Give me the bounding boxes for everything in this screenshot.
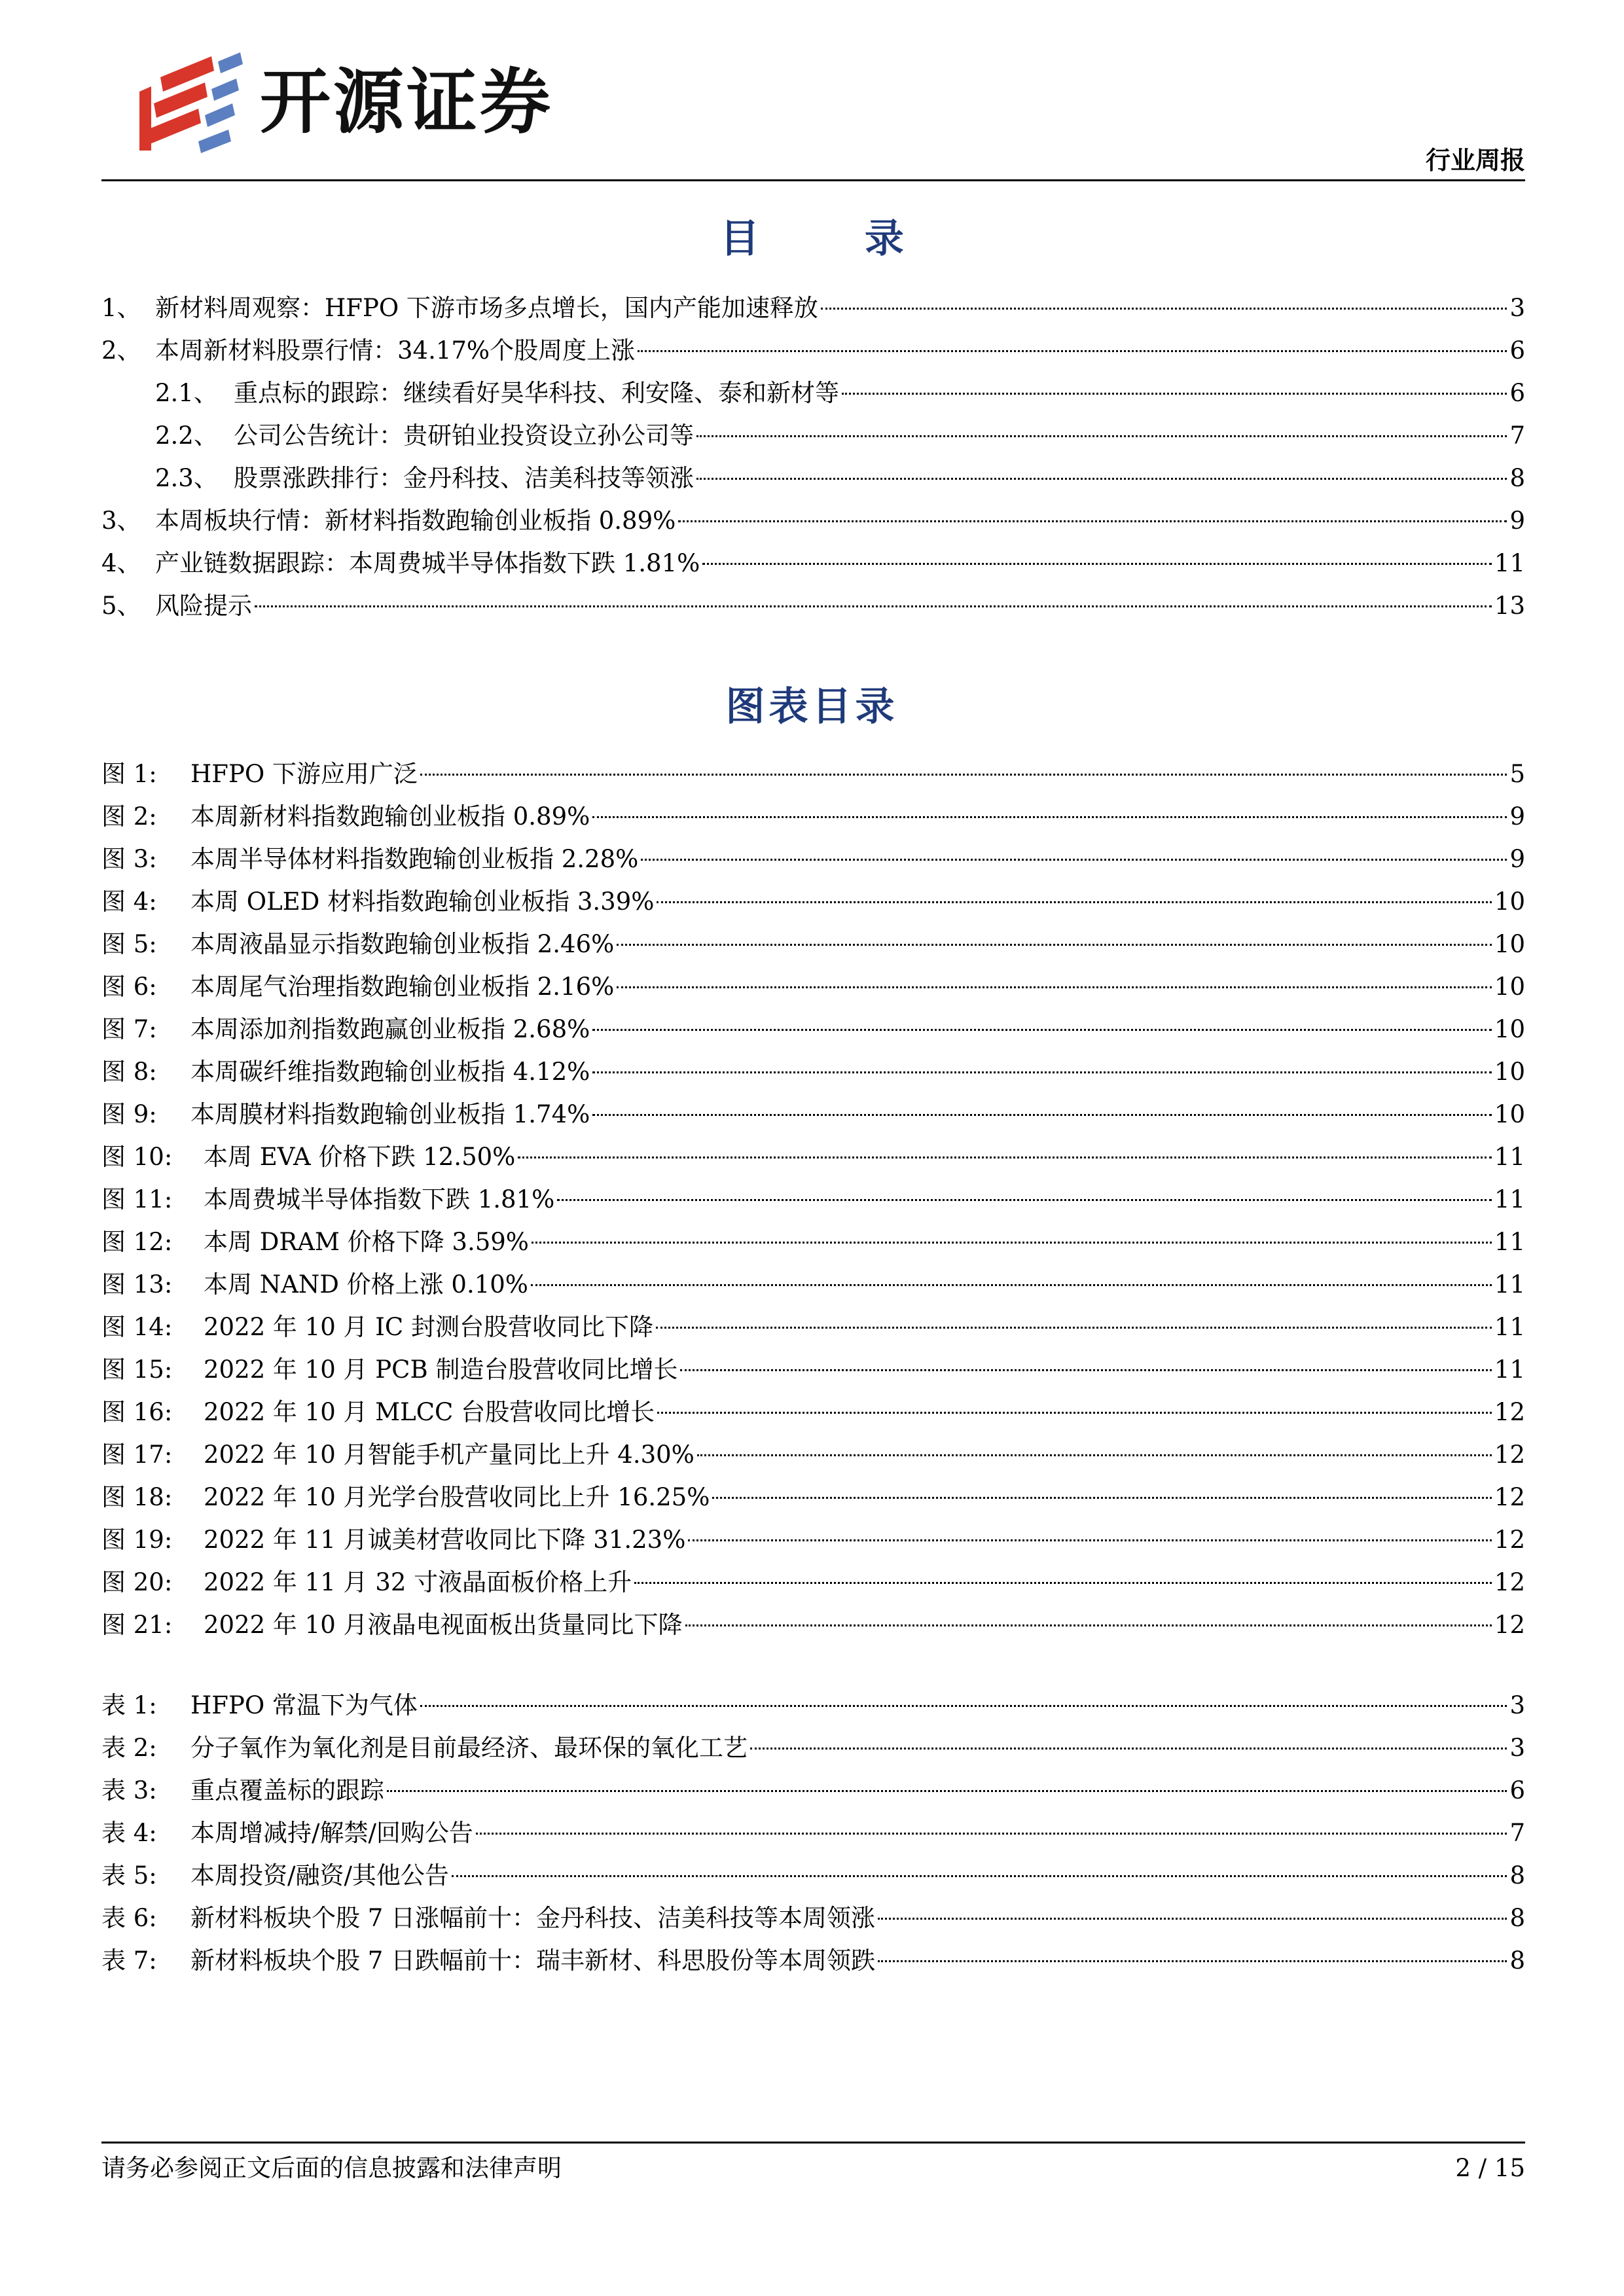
toc-entry-number: 1、: [101, 294, 141, 322]
figure-caption: 本周 NAND 价格上涨 0.10%: [204, 1270, 528, 1299]
footer-disclaimer: 请务必参阅正文后面的信息披露和法律声明: [101, 2154, 562, 2182]
dot-leader: [592, 1114, 1492, 1116]
toc-entry-number: 2、: [101, 336, 141, 365]
dot-leader: [634, 1582, 1492, 1584]
figure-entry[interactable]: [101, 1476, 1525, 1518]
dot-leader: [420, 774, 1507, 776]
figure-entry[interactable]: [101, 1518, 1525, 1561]
figure-page: 11: [1494, 1355, 1525, 1384]
figure-number: 图 19:: [101, 1526, 173, 1554]
toc-subentry[interactable]: [101, 372, 1525, 414]
figure-caption: 本周尾气治理指数跑输创业板指 2.16%: [190, 973, 615, 1001]
figure-number: 图 16:: [101, 1398, 173, 1426]
table-page: 8: [1509, 1861, 1525, 1890]
dot-leader: [697, 1454, 1492, 1456]
figure-number: 图 13:: [101, 1270, 173, 1299]
table-entry[interactable]: [101, 1812, 1525, 1854]
figure-entry[interactable]: [101, 1178, 1525, 1221]
figure-number: 图 2:: [101, 802, 157, 831]
figure-caption: 本周液晶显示指数跑输创业板指 2.46%: [190, 930, 615, 958]
toc-entry-page: 13: [1494, 592, 1525, 620]
toc-entry-number: 3、: [101, 507, 141, 535]
figure-page: 12: [1494, 1483, 1525, 1511]
figure-entry[interactable]: [101, 753, 1525, 795]
figure-caption: 2022 年 10 月光学台股营收同比上升 16.25%: [204, 1483, 710, 1511]
table-number: 表 4:: [101, 1819, 157, 1847]
figure-caption: 本周 EVA 价格下跌 12.50%: [204, 1143, 516, 1171]
figure-caption: 2022 年 10 月 PCB 制造台股营收同比增长: [204, 1355, 678, 1384]
figure-entry[interactable]: [101, 1093, 1525, 1136]
figure-caption: 2022 年 11 月 32 寸液晶面板价格上升: [204, 1568, 632, 1596]
figure-caption: 本周 DRAM 价格下降 3.59%: [204, 1228, 529, 1256]
toc-entry-page: 6: [1509, 379, 1525, 407]
figure-number: 图 5:: [101, 930, 157, 958]
toc-entry-text: 股票涨跌排行：金丹科技、洁美科技等领涨: [234, 464, 694, 492]
figure-page: 5: [1509, 760, 1525, 788]
figure-entry[interactable]: [101, 1604, 1525, 1646]
dot-leader: [680, 1369, 1491, 1371]
dot-leader: [420, 1705, 1507, 1707]
figure-entry[interactable]: [101, 1391, 1525, 1433]
figure-entry[interactable]: [101, 838, 1525, 880]
figure-entry[interactable]: [101, 1306, 1525, 1348]
table-caption: 重点覆盖标的跟踪: [190, 1776, 384, 1804]
table-number: 表 1:: [101, 1691, 157, 1719]
figure-caption: 2022 年 10 月 IC 封测台股营收同比下降: [204, 1313, 653, 1341]
figure-number: 图 21:: [101, 1611, 173, 1639]
table-caption: HFPO 常温下为气体: [190, 1691, 418, 1719]
figure-number: 图 17:: [101, 1441, 173, 1469]
dot-leader: [617, 944, 1492, 946]
figure-caption: 本周添加剂指数跑赢创业板指 2.68%: [190, 1015, 590, 1043]
kaiyuan-logo-icon: [134, 52, 245, 157]
dot-leader: [476, 1833, 1507, 1835]
table-page: 7: [1509, 1819, 1525, 1847]
toc-entry[interactable]: [101, 287, 1525, 329]
table-page: 8: [1509, 1904, 1525, 1932]
brand-logo: [134, 52, 605, 157]
dot-leader: [532, 1242, 1492, 1244]
page-indicator: 2 / 15: [1455, 2154, 1525, 2182]
figure-entry[interactable]: [101, 1008, 1525, 1050]
table-entry[interactable]: [101, 1897, 1525, 1939]
figure-page: 11: [1494, 1313, 1525, 1341]
figure-entry[interactable]: [101, 1136, 1525, 1178]
dot-leader: [678, 520, 1507, 522]
figure-page: 11: [1494, 1185, 1525, 1213]
toc-entry-number: 2.3、: [155, 464, 218, 492]
page-header: [101, 46, 1525, 183]
figure-entry[interactable]: [101, 795, 1525, 838]
dot-leader: [617, 986, 1492, 988]
table-page: 8: [1509, 1946, 1525, 1975]
toc-entry[interactable]: [101, 499, 1525, 542]
figure-caption: 本周半导体材料指数跑输创业板指 2.28%: [190, 845, 639, 873]
dot-leader: [452, 1875, 1507, 1877]
figure-number: 图 18:: [101, 1483, 173, 1511]
figure-caption: 2022 年 10 月智能手机产量同比上升 4.30%: [204, 1441, 695, 1469]
figure-entry[interactable]: [101, 880, 1525, 923]
figure-number: 图 11:: [101, 1185, 173, 1213]
figure-index-title: 图表目录: [725, 684, 899, 730]
figure-page: 10: [1494, 973, 1525, 1001]
toc-subentry[interactable]: [101, 457, 1525, 499]
dot-leader: [641, 859, 1507, 861]
toc-entry-text: 风险提示: [155, 592, 252, 620]
toc-entry[interactable]: [101, 584, 1525, 627]
figure-caption: HFPO 下游应用广泛: [190, 760, 418, 788]
dot-leader: [878, 1918, 1507, 1920]
figure-caption: 本周碳纤维指数跑输创业板指 4.12%: [190, 1058, 590, 1086]
table-number: 表 2:: [101, 1734, 157, 1762]
figure-entry[interactable]: [101, 965, 1525, 1008]
dot-leader: [696, 435, 1507, 437]
table-page: 3: [1509, 1691, 1525, 1719]
dot-leader: [750, 1748, 1507, 1749]
dot-leader: [688, 1539, 1492, 1541]
table-index-list: [101, 1684, 1525, 1982]
table-number: 表 6:: [101, 1904, 157, 1932]
figure-page: 12: [1494, 1568, 1525, 1596]
toc-entry-text: 产业链数据跟踪：本周费城半导体指数下跌 1.81%: [155, 549, 700, 577]
figure-caption: 2022 年 11 月诚美材营收同比下降 31.23%: [204, 1526, 686, 1554]
figure-number: 图 6:: [101, 973, 157, 1001]
figure-page: 10: [1494, 1100, 1525, 1128]
figure-caption: 2022 年 10 月液晶电视面板出货量同比下降: [204, 1611, 683, 1639]
figure-caption: 本周新材料指数跑输创业板指 0.89%: [190, 802, 590, 831]
dot-leader: [255, 605, 1492, 607]
figure-number: 图 9:: [101, 1100, 157, 1128]
toc-entry-number: 4、: [101, 549, 141, 577]
figure-number: 图 1:: [101, 760, 157, 788]
dot-leader: [696, 478, 1507, 480]
header-divider: [101, 179, 1525, 181]
table-number: 表 7:: [101, 1946, 157, 1975]
dot-leader: [657, 1412, 1492, 1414]
dot-leader: [531, 1284, 1492, 1286]
toc-entry-page: 3: [1509, 294, 1525, 322]
toc-entry-text: 本周新材料股票行情：34.17%个股周度上涨: [155, 336, 636, 365]
figure-number: 图 10:: [101, 1143, 173, 1171]
table-number: 表 3:: [101, 1776, 157, 1804]
table-caption: 本周增减持/解禁/回购公告: [190, 1819, 473, 1847]
figure-page: 12: [1494, 1611, 1525, 1639]
figure-caption: 2022 年 10 月 MLCC 台股营收同比增长: [204, 1398, 655, 1426]
table-number: 表 5:: [101, 1861, 157, 1890]
figure-caption: 本周 OLED 材料指数跑输创业板指 3.39%: [190, 888, 655, 916]
toc-entry-text: 本周板块行情：新材料指数跑输创业板指 0.89%: [155, 507, 676, 535]
toc-entry-page: 7: [1509, 422, 1525, 450]
dot-leader: [387, 1790, 1507, 1792]
figure-entry[interactable]: [101, 1263, 1525, 1306]
figure-page: 9: [1509, 802, 1525, 831]
figure-entry[interactable]: [101, 1433, 1525, 1476]
toc-entry-number: 2.2、: [155, 422, 218, 450]
dot-leader: [557, 1199, 1492, 1201]
toc-entry-text: 重点标的跟踪：继续看好昊华科技、利安隆、泰和新材等: [234, 379, 839, 407]
figure-entry[interactable]: [101, 1561, 1525, 1604]
table-entry[interactable]: [101, 1727, 1525, 1769]
figure-number: 图 3:: [101, 845, 157, 873]
figure-page: 9: [1509, 845, 1525, 873]
toc-title: 目 录: [720, 216, 950, 262]
report-type-label: 行业周报: [1425, 146, 1525, 175]
figure-page: 11: [1494, 1228, 1525, 1256]
dot-leader: [518, 1157, 1492, 1158]
figure-entry[interactable]: [101, 1221, 1525, 1263]
toc-entry-number: 5、: [101, 592, 141, 620]
dot-leader: [656, 1327, 1492, 1329]
table-caption: 新材料板块个股 7 日涨幅前十：金丹科技、洁美科技等本周领涨: [190, 1904, 876, 1932]
toc-list: [101, 287, 1525, 627]
table-entry[interactable]: [101, 1769, 1525, 1812]
table-page: 3: [1509, 1734, 1525, 1762]
toc-entry-text: 新材料周观察：HFPO 下游市场多点增长，国内产能加速释放: [155, 294, 818, 322]
table-caption: 本周投资/融资/其他公告: [190, 1861, 449, 1890]
figure-page: 10: [1494, 930, 1525, 958]
figure-caption: 本周膜材料指数跑输创业板指 1.74%: [190, 1100, 590, 1128]
figure-page: 12: [1494, 1526, 1525, 1554]
figure-number: 图 20:: [101, 1568, 173, 1596]
table-entry[interactable]: [101, 1939, 1525, 1982]
table-page: 6: [1509, 1776, 1525, 1804]
table-caption: 分子氧作为氧化剂是目前最经济、最环保的氧化工艺: [190, 1734, 748, 1762]
figure-index-list: [101, 753, 1525, 1646]
toc-entry-text: 公司公告统计：贵研铂业投资设立孙公司等: [234, 422, 694, 450]
figure-caption: 本周费城半导体指数下跌 1.81%: [204, 1185, 555, 1213]
toc-subentry[interactable]: [101, 414, 1525, 457]
dot-leader: [821, 308, 1507, 310]
dot-leader: [638, 350, 1507, 352]
dot-leader: [878, 1960, 1507, 1962]
figure-page: 11: [1494, 1270, 1525, 1299]
figure-number: 图 12:: [101, 1228, 173, 1256]
figure-entry[interactable]: [101, 1050, 1525, 1093]
figure-page: 12: [1494, 1398, 1525, 1426]
dot-leader: [592, 1029, 1492, 1031]
toc-entry[interactable]: [101, 542, 1525, 584]
figure-page: 11: [1494, 1143, 1525, 1171]
dot-leader: [657, 901, 1492, 903]
dot-leader: [685, 1624, 1492, 1626]
toc-entry[interactable]: [101, 329, 1525, 372]
dot-leader: [712, 1497, 1492, 1499]
dot-leader: [702, 563, 1492, 565]
toc-entry-number: 2.1、: [155, 379, 218, 407]
table-entry[interactable]: [101, 1854, 1525, 1897]
figure-page: 10: [1494, 1015, 1525, 1043]
footer-divider: [101, 2142, 1525, 2144]
brand-name: 开源证券: [260, 62, 554, 143]
toc-entry-page: 9: [1509, 507, 1525, 535]
toc-entry-page: 6: [1509, 336, 1525, 365]
dot-leader: [592, 1071, 1492, 1073]
figure-number: 图 7:: [101, 1015, 157, 1043]
table-caption: 新材料板块个股 7 日跌幅前十：瑞丰新材、科思股份等本周领跌: [190, 1946, 876, 1975]
figure-number: 图 8:: [101, 1058, 157, 1086]
toc-entry-page: 11: [1494, 549, 1525, 577]
figure-page: 12: [1494, 1441, 1525, 1469]
dot-leader: [592, 816, 1507, 818]
figure-number: 图 15:: [101, 1355, 173, 1384]
figure-entry[interactable]: [101, 1348, 1525, 1391]
toc-entry-page: 8: [1509, 464, 1525, 492]
dot-leader: [842, 393, 1507, 395]
figure-number: 图 4:: [101, 888, 157, 916]
figure-number: 图 14:: [101, 1313, 173, 1341]
figure-page: 10: [1494, 1058, 1525, 1086]
table-entry[interactable]: [101, 1684, 1525, 1727]
figure-entry[interactable]: [101, 923, 1525, 965]
figure-page: 10: [1494, 888, 1525, 916]
